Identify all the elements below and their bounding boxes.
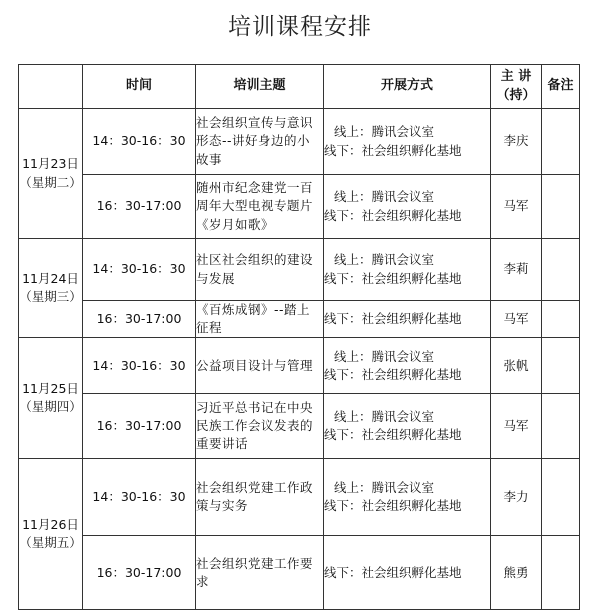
date-cell: 11月26日（星期五）	[19, 459, 83, 610]
note-cell	[542, 459, 580, 536]
topic-cell: 习近平总书记在中央民族工作会议发表的重要讲话	[196, 394, 324, 459]
time-cell: 14：30-16：30	[83, 338, 196, 394]
offline-mode: 线下：社会组织孵化基地	[324, 270, 462, 286]
note-cell	[542, 239, 580, 301]
topic-cell: 社会组织党建工作要求	[196, 536, 324, 610]
schedule-table	[18, 64, 580, 610]
table-row	[19, 175, 580, 239]
table-row	[19, 459, 580, 536]
topic-cell: 社会组织党建工作政策与实务	[196, 459, 324, 536]
date-cell: 11月25日（星期四）	[19, 338, 83, 459]
header-note: 备注	[542, 65, 580, 109]
mode-cell	[324, 239, 491, 301]
offline-mode: 线下：社会组织孵化基地	[324, 564, 462, 580]
topic-cell: 社会组织宣传与意识形态--讲好身边的小故事	[196, 109, 324, 175]
host-cell: 马军	[491, 301, 542, 338]
offline-mode: 线下：社会组织孵化基地	[324, 207, 462, 223]
time-cell: 16：30-17:00	[83, 536, 196, 610]
offline-mode: 线下：社会组织孵化基地	[324, 142, 462, 158]
table-row	[19, 239, 580, 301]
header-host: 主 讲（持）	[491, 65, 542, 109]
table-row	[19, 536, 580, 610]
mode-cell	[324, 301, 491, 338]
topic-cell: 社区社会组织的建设与发展	[196, 239, 324, 301]
online-mode: 线上：腾讯会议室	[334, 124, 435, 140]
host-cell: 李莉	[491, 239, 542, 301]
page-title: 培训课程安排	[228, 14, 372, 40]
offline-mode: 线下：社会组织孵化基地	[324, 427, 462, 443]
note-cell	[542, 175, 580, 239]
offline-mode: 线下：社会组织孵化基地	[324, 366, 462, 382]
time-cell: 16：30-17:00	[83, 301, 196, 338]
topic-cell: 《百炼成钢》--踏上征程	[196, 301, 324, 338]
host-cell: 熊勇	[491, 536, 542, 610]
host-cell: 马军	[491, 394, 542, 459]
topic-cell: 公益项目设计与管理	[196, 338, 324, 394]
header-mode: 开展方式	[324, 65, 491, 109]
host-cell: 张帆	[491, 338, 542, 394]
mode-cell	[324, 536, 491, 610]
time-cell: 16：30-17:00	[83, 394, 196, 459]
note-cell	[542, 109, 580, 175]
online-mode: 线上：腾讯会议室	[334, 480, 435, 496]
note-cell	[542, 301, 580, 338]
time-cell: 16：30-17:00	[83, 175, 196, 239]
time-cell: 14：30-16：30	[83, 109, 196, 175]
note-cell	[542, 536, 580, 610]
note-cell	[542, 338, 580, 394]
host-cell: 李庆	[491, 109, 542, 175]
time-cell: 14：30-16：30	[83, 459, 196, 536]
header-row	[19, 65, 580, 109]
offline-mode: 线下：社会组织孵化基地	[324, 498, 462, 514]
online-mode: 线上：腾讯会议室	[334, 348, 435, 364]
mode-cell	[324, 459, 491, 536]
table-row	[19, 109, 580, 175]
host-cell: 马军	[491, 175, 542, 239]
note-cell	[542, 394, 580, 459]
offline-mode: 线下：社会组织孵化基地	[324, 311, 462, 327]
mode-cell	[324, 175, 491, 239]
table-row	[19, 394, 580, 459]
header-topic: 培训主题	[196, 65, 324, 109]
date-cell: 11月23日（星期二）	[19, 109, 83, 239]
online-mode: 线上：腾讯会议室	[334, 252, 435, 268]
mode-cell	[324, 338, 491, 394]
time-cell: 14：30-16：30	[83, 239, 196, 301]
header-time: 时间	[83, 65, 196, 109]
table-row	[19, 301, 580, 338]
online-mode: 线上：腾讯会议室	[334, 189, 435, 205]
online-mode: 线上：腾讯会议室	[334, 409, 435, 425]
mode-cell	[324, 109, 491, 175]
table-row	[19, 338, 580, 394]
header-date	[19, 65, 83, 109]
mode-cell	[324, 394, 491, 459]
topic-cell: 随州市纪念建党一百周年大型电视专题片《岁月如歌》	[196, 175, 324, 239]
host-cell: 李力	[491, 459, 542, 536]
date-cell: 11月24日（星期三）	[19, 239, 83, 338]
